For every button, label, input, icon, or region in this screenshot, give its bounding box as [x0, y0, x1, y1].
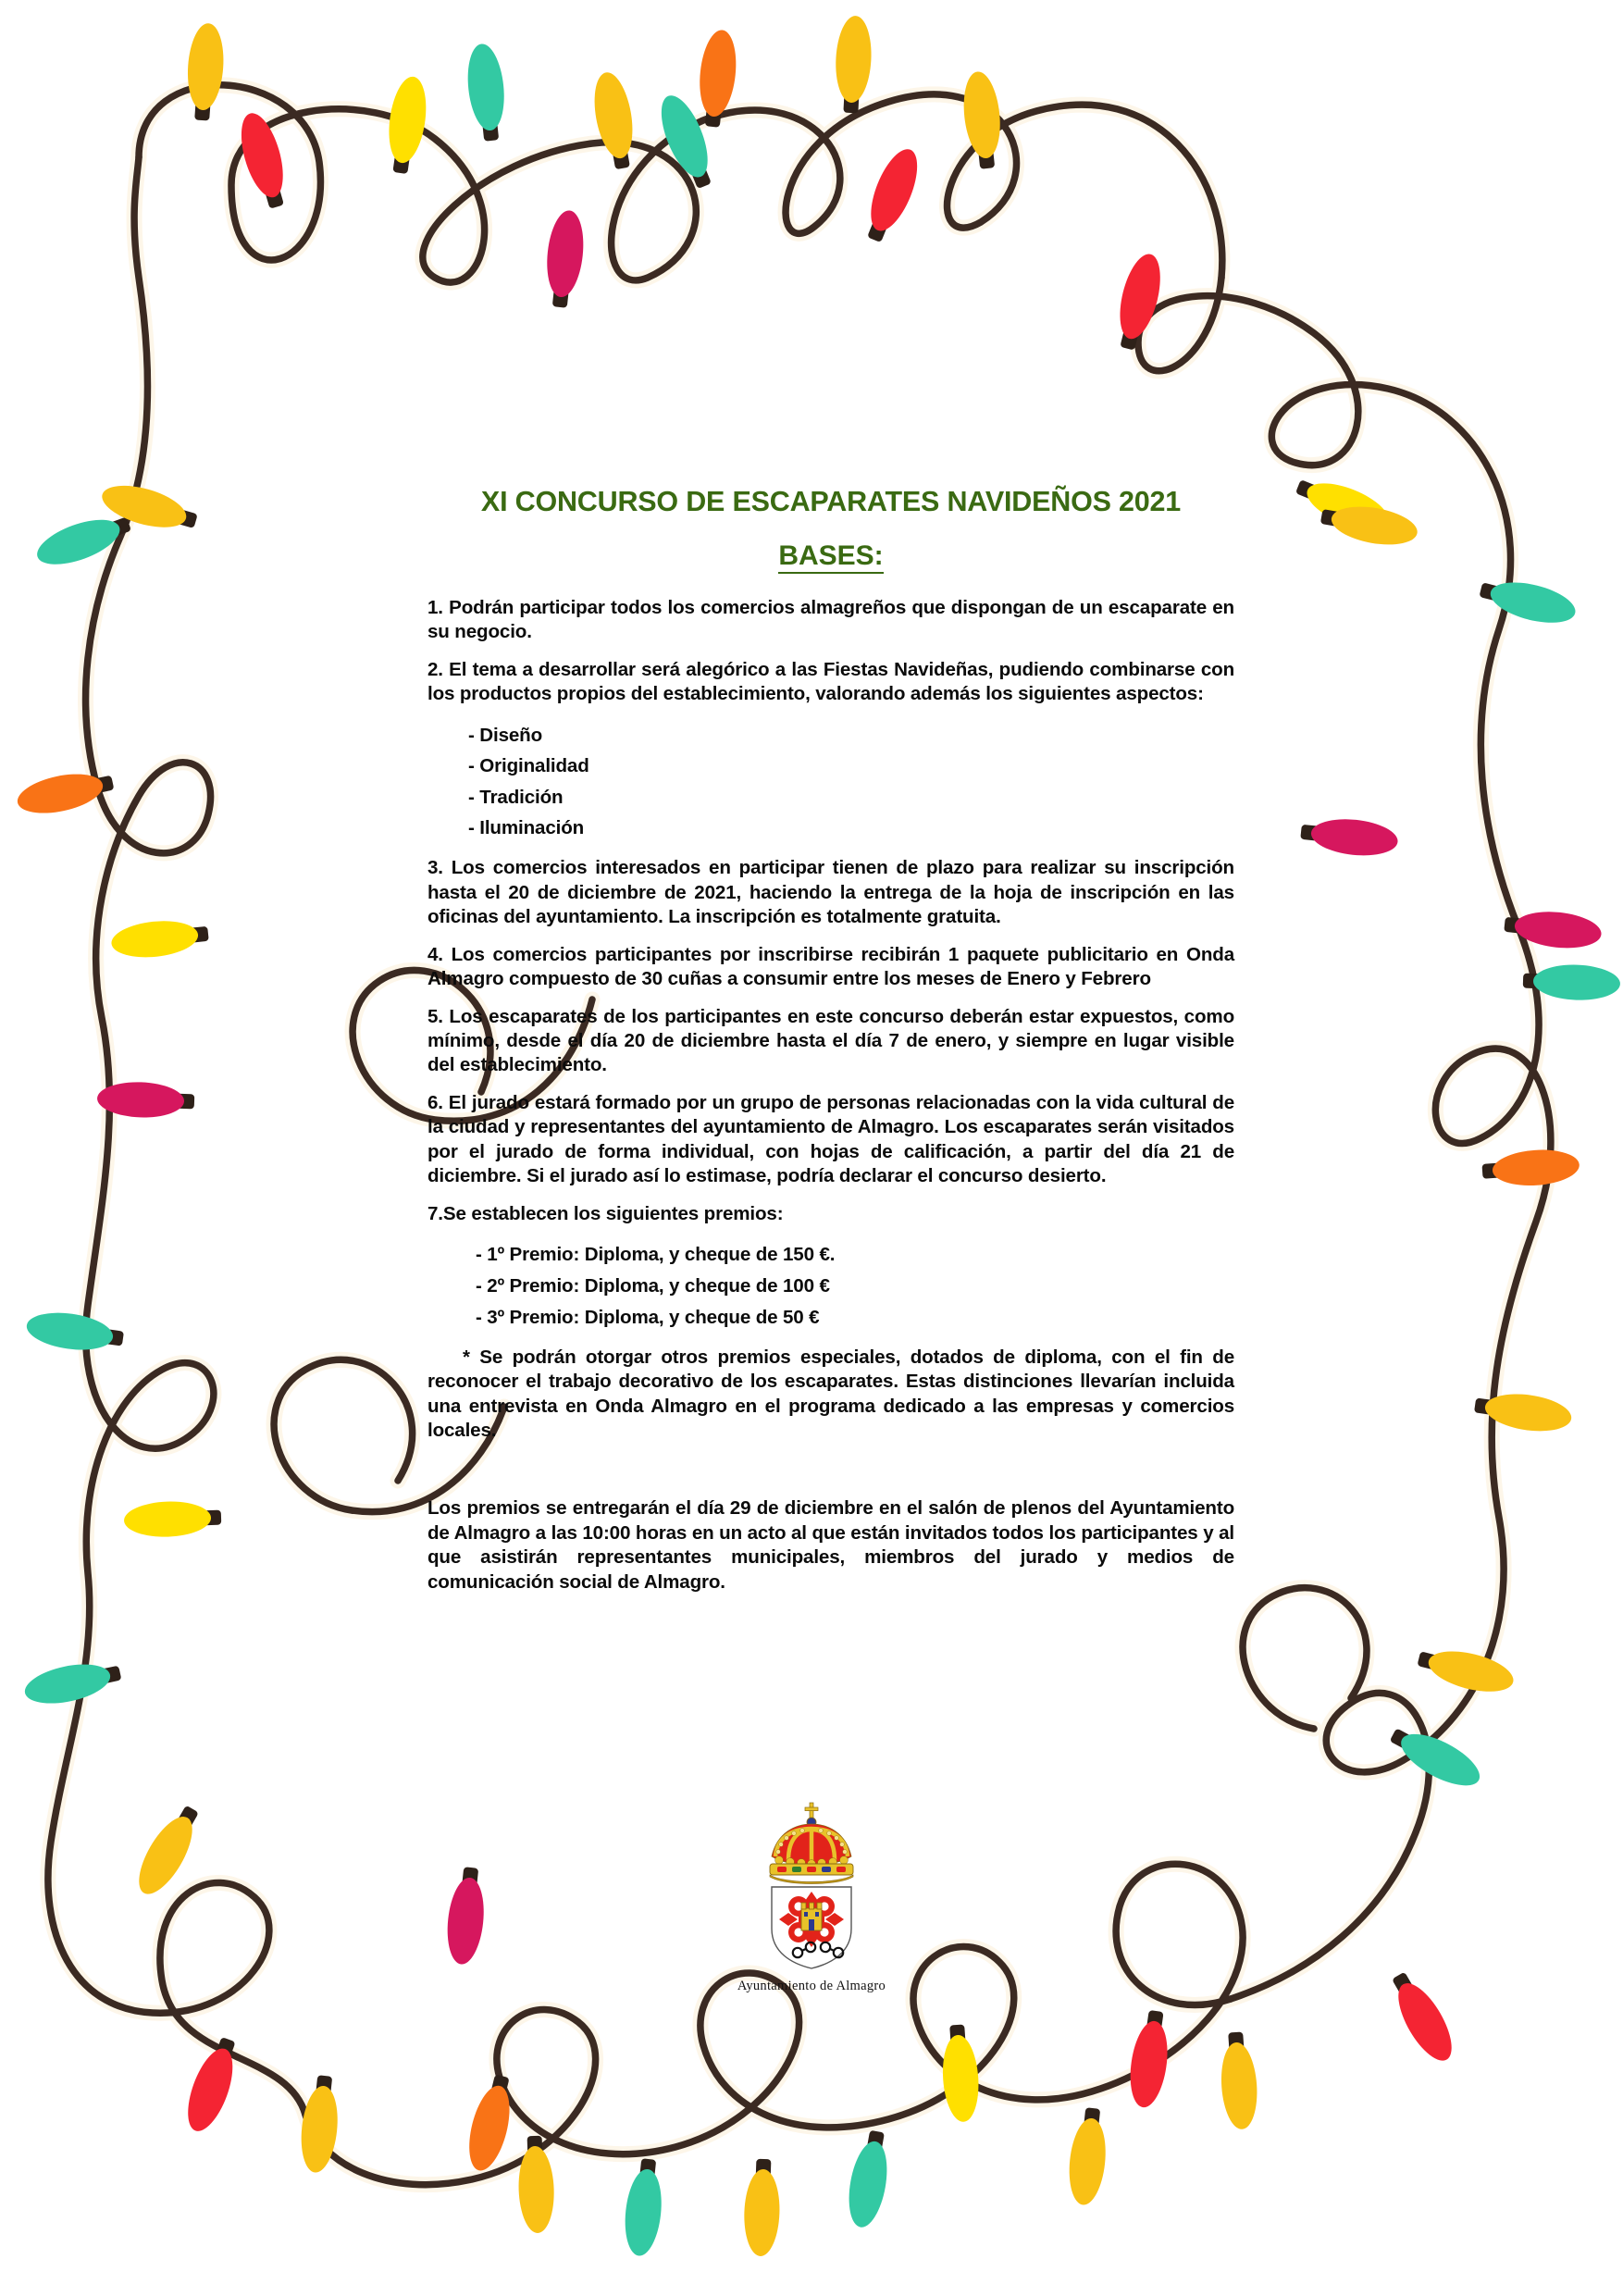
special-prizes-note: * Se podrán otorgar otros premios especiales, dotados de diploma, con el fin de reconocer el trabajo decorativo de los escaparates. Estas distinciones llevarían incluida una entrevista en Onda Almagro en el programa dedicado a las empresas y comercios locales.	[427, 1346, 1234, 1442]
list-item: - Tradición	[468, 786, 564, 808]
list-item: - Originalidad	[468, 755, 589, 777]
coat-of-arms-almagro-icon	[740, 1799, 883, 1971]
list-item: - 2º Premio: Diploma, y cheque de 100 €	[476, 1275, 830, 1297]
rule-5: 5. Los escaparates de los participantes en este concurso deberán estar expuestos, como mínimo, desde el día 20 de diciembre hasta el día 7 de enero, y siempre en lugar visible del establecimiento.	[427, 1005, 1234, 1076]
bases-heading	[427, 540, 1234, 572]
poster-content	[427, 486, 1234, 1595]
crest-caption: Ayuntamiento de Almagro	[737, 1979, 886, 1993]
aspects-list	[427, 720, 1234, 843]
prizes-list	[427, 1239, 1234, 1334]
rule-1: 1. Podrán participar todos los comercios almagreños que dispongan de un escaparate en su negocio.	[427, 597, 1234, 643]
rule-3: 3. Los comercios interesados en participar tienen de plazo para realizar su inscripción hasta el 20 de diciembre de 2021, haciendo la entrega de la hoja de inscripción en las oficinas del ayuntamiento. La inscripción es totalmente gratuita.	[427, 857, 1234, 928]
list-item: - 3º Premio: Diploma, y cheque de 50 €	[476, 1307, 820, 1329]
rule-4: 4. Los comercios participantes por inscribirse recibirán 1 paquete publicitario en Onda Almagro compuesto de 30 cuñas a consumir entre los meses de Enero y Febrero	[427, 943, 1234, 990]
list-item: - Diseño	[468, 724, 543, 746]
list-item: - 1º Premio: Diploma, y cheque de 150 €.	[476, 1244, 836, 1266]
rule-2: 2. El tema a desarrollar será alegórico a las Fiestas Navideñas, pudiendo combinarse con los productos propios del establecimiento, valorando además los siguientes aspectos:	[427, 658, 1234, 705]
section-spacer	[427, 1456, 1234, 1496]
rule-7: 7.Se establecen los siguientes premios:	[427, 1202, 784, 1224]
rule-6: 6. El jurado estará formado por un grupo de personas relacionadas con la vida cultural de la ciudad y representantes del ayuntamiento de Almagro. Los escaparates serán visitados por el jurado de forma individual, con hojas de calificación, a partir del día 21 de diciembre. Si el jurado así lo estimase, podría declarar el concurso desierto.	[427, 1091, 1234, 1187]
bases-heading-text: BASES:	[778, 540, 883, 574]
awards-ceremony-paragraph: Los premios se entregarán el día 29 de diciembre en el salón de plenos del Ayuntamiento de Almagro a las 10:00 horas en un acto al que están invitados todos los participantes y al que asistirán representantes municipales, miembros del jurado y medios de comunicación social de Almagro.	[427, 1497, 1234, 1593]
crest-block	[0, 1799, 1623, 1994]
list-item: - Iluminación	[468, 816, 585, 838]
page-title: XI CONCURSO DE ESCAPARATES NAVIDEÑOS 2021	[480, 486, 1182, 517]
